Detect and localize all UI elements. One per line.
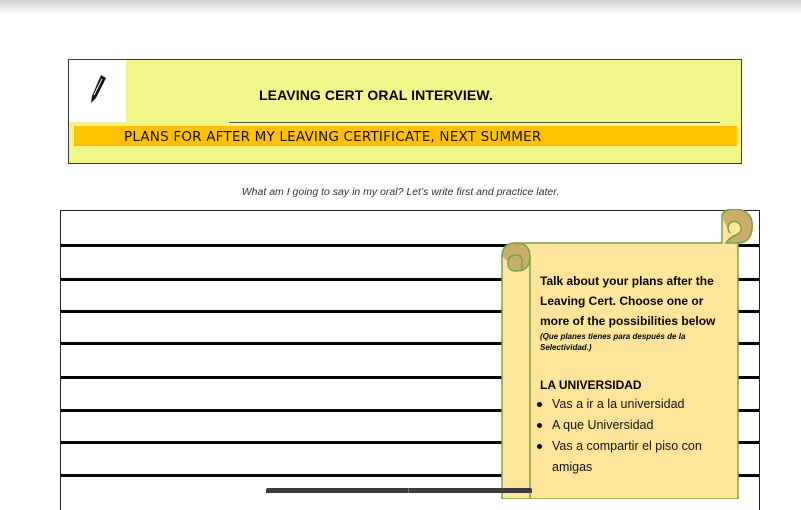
scroll-panel [500,209,754,499]
scroll-note-line: Selectividad.) [540,343,592,352]
list-item [540,415,740,436]
page-title: LEAVING CERT ORAL INTERVIEW. [259,87,493,103]
list-item [540,394,740,415]
title-underline [229,122,720,123]
list-item-text: Vas a ir a la universidad [552,397,685,411]
bullet-icon [537,423,542,428]
bullet-icon [537,444,542,449]
bullet-icon [537,402,542,407]
toolbar-divider [408,488,409,493]
bullet-list [540,394,740,478]
pencil-cell [69,60,126,122]
top-shadow [0,0,801,14]
bottom-toolbar[interactable] [266,488,532,493]
scroll-intro-line: Leaving Cert. Choose one or [540,294,704,308]
scroll-text [540,271,740,478]
scroll-intro-line: Talk about your plans after the [540,274,714,288]
pencil-icon [89,74,107,104]
section-title: LA UNIVERSIDAD [540,378,642,392]
scroll-note [540,331,740,353]
list-item-text: Vas a compartir el piso con amigas [552,439,702,474]
list-item-text: A que Universidad [552,418,654,432]
header-box [68,59,742,164]
scroll-note-line: (Que planes tienes para después de la [540,332,686,341]
scroll-intro-line: more of the possibilities below [540,314,716,328]
instruction-text: What am I going to say in my oral? Let’s write first and practice later. [241,186,560,198]
list-item [540,436,740,478]
scroll-intro [540,271,740,331]
page-subtitle: PLANS FOR AFTER MY LEAVING CERTIFICATE, NEXT SUMMER [124,129,542,145]
